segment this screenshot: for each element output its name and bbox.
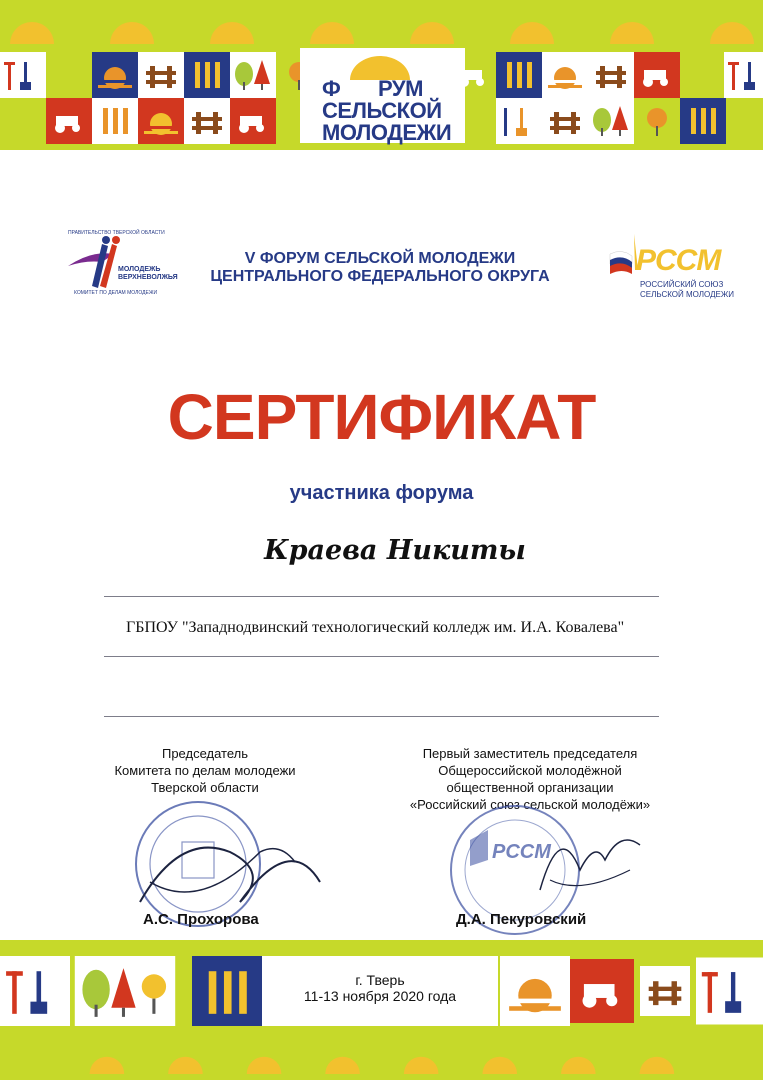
tractor-icon — [570, 956, 634, 1026]
youth-upper-volga-logo — [62, 230, 180, 300]
divider-line — [104, 716, 659, 717]
tractor-icon — [230, 98, 276, 144]
footer-dates: 11-13 ноября 2020 года — [303, 988, 457, 1004]
forum-heading-line2: ЦЕНТРАЛЬНОГО ФЕДЕРАЛЬНОГО ОКРУГА — [210, 268, 550, 285]
sun-pattern-row — [0, 22, 763, 44]
left-signatory-line1: Председатель — [161, 746, 249, 761]
fence-icon — [184, 98, 230, 144]
left-signatory-line2: Комитета по делам молодежи — [114, 763, 296, 778]
fence-icon — [138, 52, 184, 98]
right-signatory-line4: «Российский союз сельской молодёжи» — [409, 797, 651, 812]
tools-icon — [496, 98, 542, 144]
right-signatory-name: Д.А. Пекуровский — [456, 911, 587, 928]
right-signatory-line1: Первый заместитель председателя — [422, 746, 638, 761]
fence-icon — [640, 956, 690, 1026]
recipient-name: Краева Никиты — [264, 535, 526, 566]
forum-logo-line1: РУМ — [378, 76, 423, 101]
left-signatory-line3: Тверской области — [151, 780, 259, 795]
left-logo-line1: МОЛОДЕЖЬ — [118, 266, 161, 273]
forum-logo-line2: СЕЛЬСКОЙ — [322, 98, 442, 123]
sunrise-icon — [500, 956, 570, 1026]
tools-icon — [0, 52, 46, 98]
tools-icon — [696, 956, 763, 1026]
left-signatory-title — [90, 745, 320, 796]
footer-info — [270, 972, 490, 1004]
fence-icon — [542, 98, 588, 144]
recipient-organization: ГБПОУ "Западнодвинский технологический колледж им. И.А. Ковалева" — [126, 619, 625, 636]
sunrise-icon — [138, 98, 184, 144]
svg-text:РССМ: РССМ — [492, 841, 551, 863]
fence-icon — [588, 52, 634, 98]
tractor-icon — [46, 98, 92, 144]
certificate-title: СЕРТИФИКАТ — [167, 381, 596, 453]
certificate-subtitle: участника форума — [289, 482, 474, 504]
trees-icon — [70, 956, 180, 1026]
top-decorative-band — [0, 0, 763, 150]
rssm-logo — [608, 230, 734, 310]
left-logo-line2: ВЕРХНЕВОЛЖЬЯ — [118, 274, 178, 281]
trees-icon — [230, 52, 276, 98]
right-signatory-line2: Общероссийской молодёжной — [438, 763, 622, 778]
divider-line — [104, 656, 659, 657]
wheat-icon — [680, 98, 726, 144]
divider-line — [104, 596, 659, 597]
tree-icon — [634, 98, 680, 144]
rssm-logo-line1: РОССИЙСКИЙ СОЮЗ — [640, 280, 724, 289]
forum-logo-line3: МОЛОДЕЖИ — [322, 120, 452, 145]
wheat-icon — [92, 98, 138, 144]
rssm-logo-line2: СЕЛЬСКОЙ МОЛОДЕЖИ — [640, 290, 734, 299]
forum-heading-line1: V ФОРУМ СЕЛЬСКОЙ МОЛОДЕЖИ — [244, 250, 516, 267]
wheat-icon — [496, 52, 542, 98]
forum-logo-letter: Ф — [322, 76, 341, 101]
rssm-logo-abbr: РССМ — [636, 244, 721, 277]
wheat-icon — [184, 52, 230, 98]
sunrise-icon — [92, 52, 138, 98]
trees-icon — [588, 98, 634, 144]
left-signatory-name: А.С. Прохорова — [143, 911, 259, 928]
forum-logo — [300, 48, 465, 143]
footer-city: г. Тверь — [355, 972, 405, 988]
tractor-icon — [634, 52, 680, 98]
sun-pattern-row — [0, 1052, 763, 1074]
left-logo-top-text: ПРАВИТЕЛЬСТВО ТВЕРСКОЙ ОБЛАСТИ — [68, 230, 165, 236]
wheat-icon — [192, 956, 262, 1026]
sunrise-icon — [542, 52, 588, 98]
right-signatory-line3: общественной организации — [446, 780, 614, 795]
tools-icon — [724, 52, 763, 98]
left-logo-bottom-text: КОМИТЕТ ПО ДЕЛАМ МОЛОДЕЖИ — [74, 290, 158, 296]
tools-icon — [0, 956, 70, 1026]
